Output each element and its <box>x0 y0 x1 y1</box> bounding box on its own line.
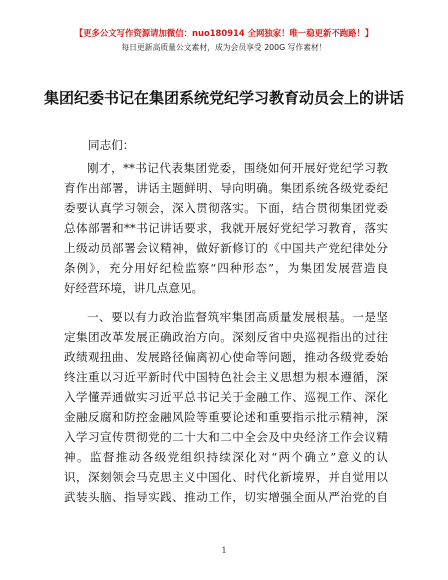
paragraph-line: 入学习宣传贯彻党的二十大和二中全会及中央经济工作会议精 <box>64 430 388 444</box>
page-number: 1 <box>221 546 227 555</box>
paragraph-line: 识，深刻领会马克思主义中国化、时代化新境界，并自觉用以 <box>64 470 388 484</box>
paragraph-2 <box>64 307 388 507</box>
paragraph-line: 入学懂弄通做实习近平总书记关于金融工作、巡视工作、深化 <box>64 390 388 404</box>
paragraph-line: 神。监督推动各级党组织持续深化对“两个确立”意义的认 <box>64 450 388 464</box>
paragraph-line: 刚才，**书记代表集团党委，围绕如何开展好党纪学习教 <box>87 161 388 175</box>
paragraph-line: 总体部署和**书记讲话要求，我就开展好党纪学习教育，落实 <box>64 221 388 235</box>
paragraph-line: 金融反腐和防控金融风险等重要论述和重要指示批示精神，深 <box>64 410 388 424</box>
paragraph-line: 终注重以习近平新时代中国特色社会主义思想为根本遵循，深 <box>64 370 388 384</box>
paragraph-1 <box>64 158 388 298</box>
paragraph-line: 定集团改革发展正确政治方向。深刻反省中央巡视指出的过往 <box>64 330 388 344</box>
promo-banner-line-1: 【更多公文写作资源请加微信：nuo180914 全网独家！唯一稳更新不跑路！】 <box>74 28 374 38</box>
paragraph-line: 条例》，充分用好纪检监察“四种形态”，为集团发展营造良 <box>64 261 388 275</box>
paragraph-line: 政绩观扭曲、发展路径偏离初心使命等问题，推动各级党委始 <box>64 350 388 364</box>
salutation: 同志们： <box>88 138 135 152</box>
paragraph-line: 一、要以有力政治监督筑牢集团高质量发展根基。一是坚 <box>87 310 388 324</box>
paragraph-line: 武装头脑、指导实践、推动工作，切实增强全面从严治党的自 <box>64 490 388 504</box>
paragraph-line: 上级动员部署会议精神，做好新修订的《中国共产党纪律处分 <box>64 241 388 255</box>
document-title: 集团纪委书记在集团系统党纪学习教育动员会上的讲话 <box>43 89 404 107</box>
paragraph-line: 育作出部署，讲话主题鲜明、导向明确。集团系统各级党委纪 <box>64 181 388 195</box>
promo-banner-line-2: 每日更新高质量公文素材，成为会员享受 200G 写作素材！ <box>121 43 327 52</box>
paragraph-line: 委要认真学习领会，深入贯彻落实。下面，结合贯彻集团党委 <box>64 201 388 215</box>
paragraph-line: 好经营环境，讲几点意见。 <box>64 281 204 295</box>
